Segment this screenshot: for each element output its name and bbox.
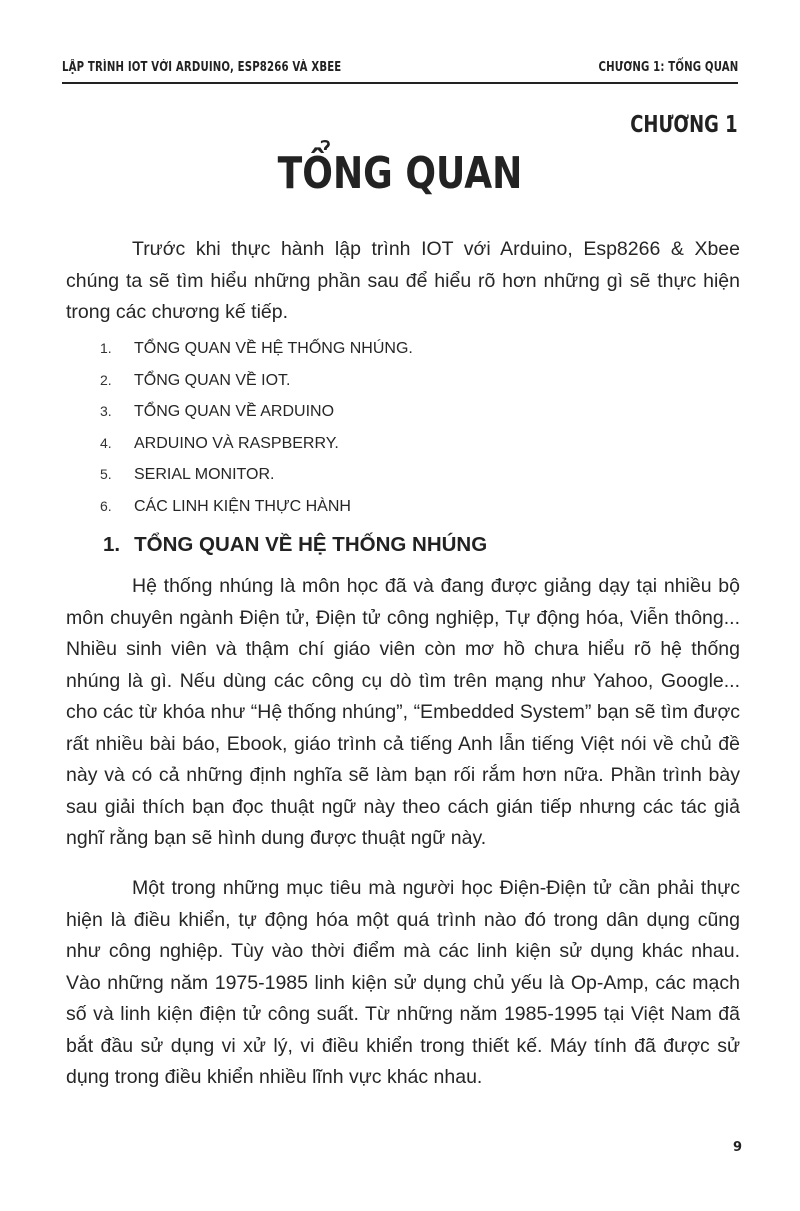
list-item-text: SERIAL MONITOR. bbox=[134, 466, 275, 484]
section-title: TỔNG QUAN VỀ HỆ THỐNG NHÚNG bbox=[134, 533, 488, 556]
list-item-number: 1. bbox=[100, 340, 112, 356]
section-number: 1. bbox=[103, 533, 121, 556]
list-item-text: ARDUINO VÀ RASPBERRY. bbox=[134, 434, 339, 452]
list-item bbox=[100, 365, 413, 397]
intro-paragraph: Trước khi thực hành lập trình IOT với Arduino, Esp8266 & Xbee chúng ta sẽ tìm hiểu những phần sau để hiểu rõ hơn những gì sẽ thực hiện trong các chương kế tiếp. bbox=[66, 238, 740, 323]
body-paragraph: Một trong những mục tiêu mà người học Điện-Điện tử cần phải thực hiện là điều khiển, tự động hóa một quá trình nào đó trong dân dụng cũng như công nghiệp. Tùy vào thời điểm mà các linh kiện sử dụng khác nhau. Vào những năm 1975-1985 linh kiện sử dụng chủ yếu là Op-Amp, các mạch số và linh kiện điện tử công suất. Từ những năm 1985-1995 tại Việt Nam đã bắt đầu sử dụng vi xử lý, vi điều khiển trong thiết kế. Máy tính đã được sử dụng trong điều khiển nhiều lĩnh vực khác nhau. bbox=[66, 877, 740, 1088]
header-chapter-title: CHƯƠNG 1: TỔNG QUAN bbox=[598, 60, 738, 75]
list-item bbox=[100, 428, 413, 460]
header-book-title: LẬP TRÌNH IOT VỚI ARDUINO, ESP8266 VÀ XBEE bbox=[62, 60, 342, 75]
list-item-number: 5. bbox=[100, 466, 112, 483]
list-item-text: TỔNG QUAN VỀ ARDUINO bbox=[134, 403, 335, 421]
list-item bbox=[100, 491, 413, 523]
page-number: 9 bbox=[732, 1140, 742, 1155]
chapter-title: TỔNG QUAN bbox=[277, 148, 523, 199]
list-item-number: 2. bbox=[100, 371, 112, 388]
list-item-text: TỔNG QUAN VỀ HỆ THỐNG NHÚNG. bbox=[134, 340, 413, 357]
list-item-number: 3. bbox=[100, 403, 112, 420]
running-header bbox=[62, 58, 738, 84]
body-paragraph: Hệ thống nhúng là môn học đã và đang được giảng dạy tại nhiều bộ môn chuyên ngành Điện tử, Điện tử công nghiệp, Tự động hóa, Viễn thông... Nhiều sinh viên và thậm chí giáo viên còn mơ hồ chưa hiểu rõ hệ thống nhúng là gì. Nếu dùng các công cụ dò tìm trên mạng như Yahoo, Google... cho các từ khóa như “Hệ thống nhúng”, “Embedded System” bạn sẽ tìm được rất nhiều bài báo, Ebook, giáo trình cả tiếng Anh lẫn tiếng Việt nói về chủ đề này và có cả những định nghĩa sẽ làm bạn rối rắm hơn nữa. Phần trình bày sau giải thích bạn đọc thuật ngữ này theo cách gián tiếp nhưng các tác giả nghĩ rằng bạn sẽ hình dung được thuật ngữ này. bbox=[66, 575, 740, 849]
list-item-number: 4. bbox=[100, 434, 112, 451]
chapter-label: CHƯƠNG 1 bbox=[630, 112, 738, 138]
section-heading bbox=[103, 533, 487, 557]
list-item-number: 6. bbox=[100, 497, 112, 514]
list-item bbox=[100, 333, 413, 365]
list-item-text: TỔNG QUAN VỀ IOT. bbox=[134, 371, 291, 389]
chapter-contents-list bbox=[100, 333, 413, 523]
list-item-text: CÁC LINH KIỆN THỰC HÀNH bbox=[134, 497, 351, 515]
list-item bbox=[100, 396, 413, 428]
list-item bbox=[100, 459, 413, 491]
